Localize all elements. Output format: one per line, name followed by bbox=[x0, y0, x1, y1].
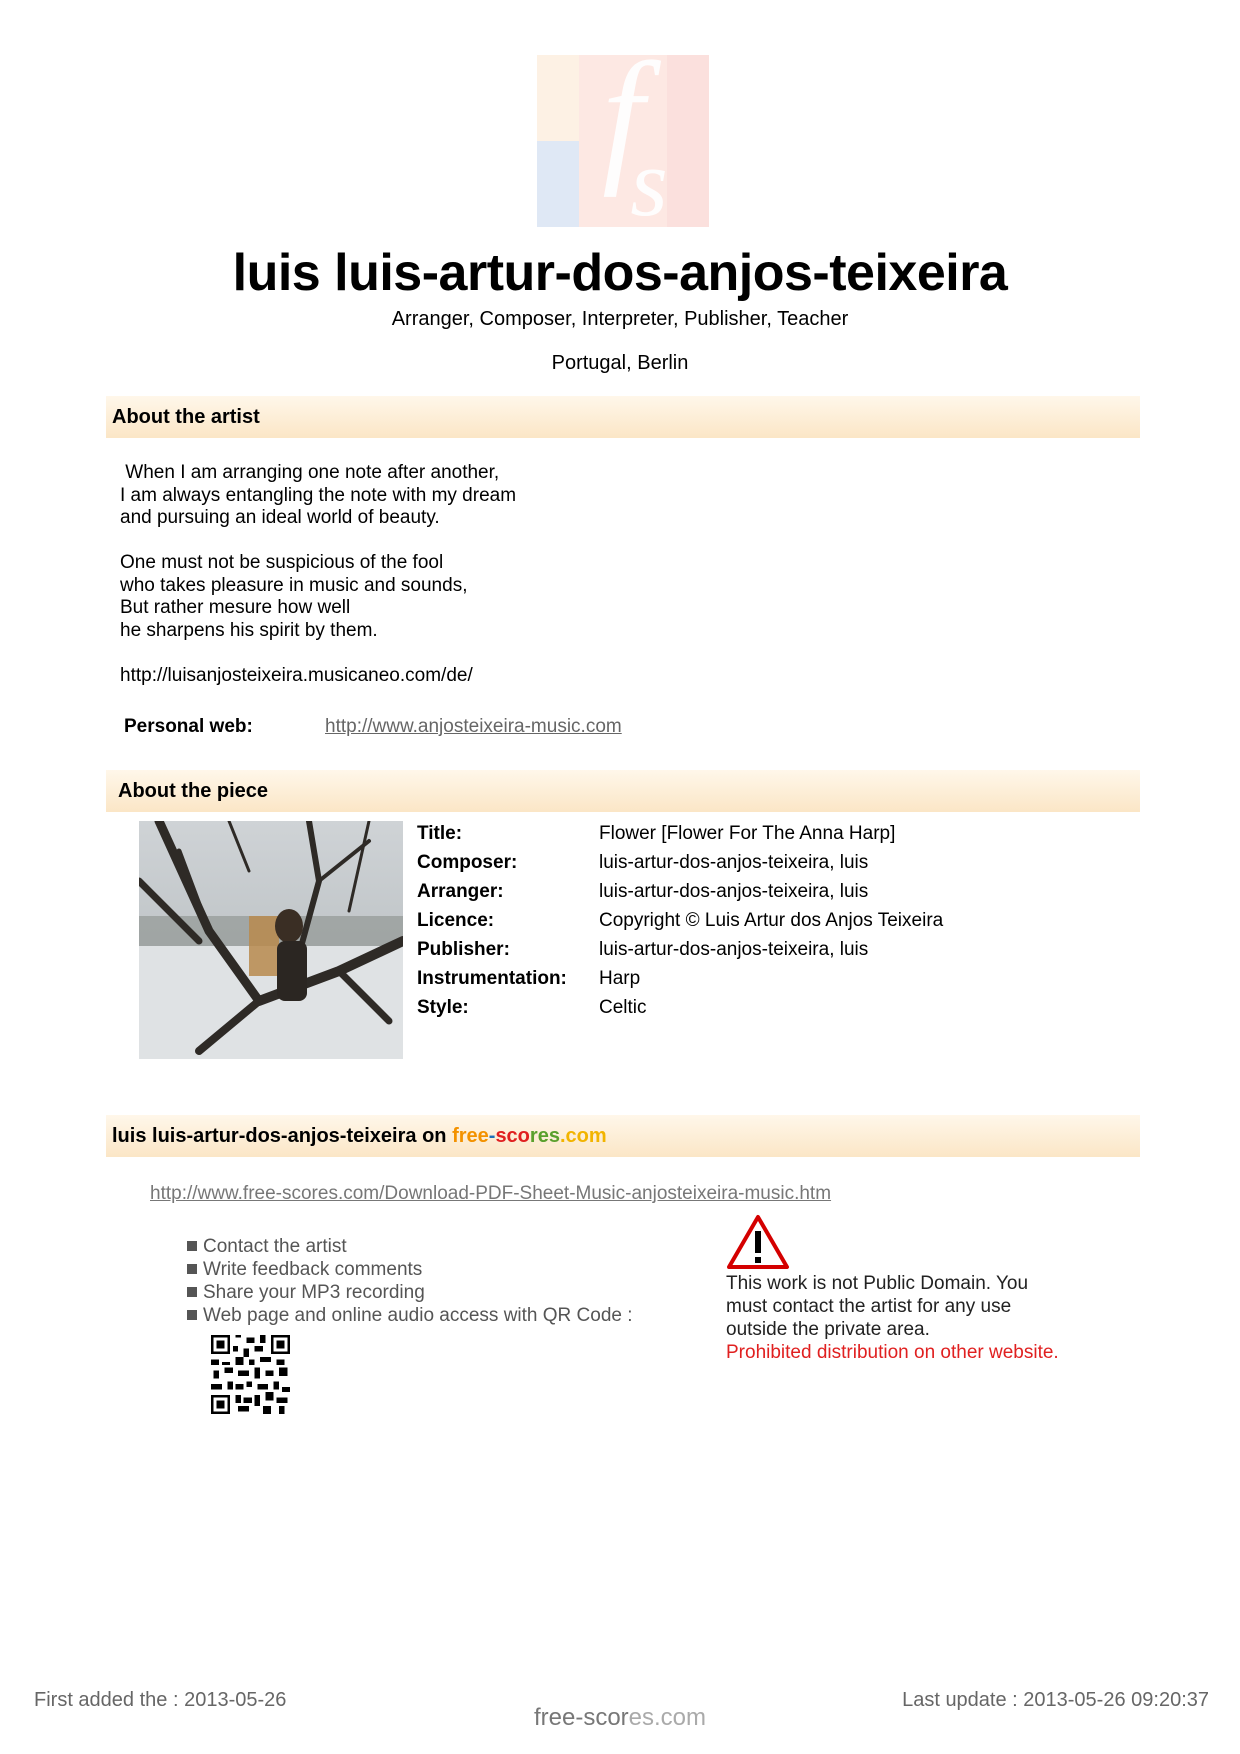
fs-logo bbox=[537, 55, 709, 227]
list-item[interactable] bbox=[187, 1281, 633, 1304]
footer-brand-dim: es.com bbox=[628, 1704, 707, 1731]
style-value: Celtic bbox=[599, 997, 647, 1018]
title-value: Flower [Flower For The Anna Harp] bbox=[599, 823, 896, 844]
footer-brand-main: free-scor bbox=[533, 1704, 629, 1731]
composer-value: luis-artur-dos-anjos-teixeira, luis bbox=[599, 852, 869, 873]
list-item[interactable] bbox=[187, 1258, 633, 1281]
arranger-value: luis-artur-dos-anjos-teixeira, luis bbox=[599, 881, 869, 902]
section-heading: luis luis-artur-dos-anjos-teixeira on bbox=[112, 1125, 453, 1147]
svg-text:f: f bbox=[602, 55, 644, 198]
qr-access-link[interactable]: Web page and online audio access with QR Code : bbox=[203, 1305, 633, 1326]
personal-web-label: Personal web: bbox=[124, 716, 253, 737]
square-bullet-icon bbox=[187, 1264, 197, 1274]
notice-line: outside the private area. bbox=[726, 1319, 930, 1340]
artist-name: luis luis-artur-dos-anjos-teixeira bbox=[232, 244, 1008, 302]
licence-value: Copyright © Luis Artur dos Anjos Teixeira bbox=[599, 910, 944, 931]
artist-roles: Arranger, Composer, Interpreter, Publisher, Teacher bbox=[391, 308, 849, 330]
instrumentation-label: Instrumentation: bbox=[417, 968, 567, 989]
arranger-label: Arranger: bbox=[417, 881, 504, 902]
first-added-date: First added the : 2013-05-26 bbox=[34, 1689, 287, 1711]
footer-brand-logo bbox=[0, 1704, 1240, 1732]
brand-dash: - bbox=[488, 1125, 496, 1147]
brand-free: free bbox=[452, 1125, 489, 1147]
licence-label: Licence: bbox=[417, 910, 495, 931]
notice-line: must contact the artist for any use bbox=[726, 1296, 1012, 1317]
list-item[interactable] bbox=[187, 1235, 633, 1258]
brand-sco: sco bbox=[495, 1125, 530, 1147]
square-bullet-icon bbox=[187, 1241, 197, 1251]
brand-res: res bbox=[529, 1125, 560, 1147]
personal-web-link[interactable]: http://www.anjosteixeira-music.com bbox=[325, 716, 622, 737]
title-label: Title: bbox=[417, 823, 463, 844]
square-bullet-icon bbox=[187, 1310, 197, 1320]
artist-location: Portugal, Berlin bbox=[551, 352, 689, 374]
publisher-label: Publisher: bbox=[417, 939, 510, 960]
prohibited-notice: Prohibited distribution on other website. bbox=[726, 1342, 1059, 1363]
composer-label: Composer: bbox=[417, 852, 518, 873]
artist-bio: When I am arranging one note after another, I am always entangling the note with my dream and pursuing an ideal world of beauty. One must not be suspicious of the fool who takes pleasure in music and sounds, But rather mesure how well he sharpens his spirit by them. http://luisanjosteixeira.musicaneo.com/de/ bbox=[120, 462, 517, 686]
free-scores-download-link[interactable]: http://www.free-scores.com/Download-PDF-Sheet-Music-anjosteixeira-music.htm bbox=[150, 1183, 832, 1204]
style-label: Style: bbox=[417, 997, 469, 1018]
publisher-value: luis-artur-dos-anjos-teixeira, luis bbox=[599, 939, 869, 960]
contact-artist-link[interactable]: Contact the artist bbox=[203, 1236, 347, 1257]
square-bullet-icon bbox=[187, 1287, 197, 1297]
piece-photo bbox=[139, 821, 403, 1059]
brand-com: .com bbox=[559, 1125, 607, 1147]
section-about-artist bbox=[106, 396, 1140, 438]
instrumentation-value: Harp bbox=[599, 968, 641, 989]
write-feedback-link[interactable]: Write feedback comments bbox=[203, 1259, 423, 1280]
action-list bbox=[187, 1235, 633, 1327]
section-heading: About the artist bbox=[112, 406, 260, 428]
last-update-date: Last update : 2013-05-26 09:20:37 bbox=[902, 1689, 1209, 1711]
copyright-notice bbox=[726, 1272, 1059, 1364]
notice-line: This work is not Public Domain. You bbox=[726, 1273, 1029, 1294]
section-about-piece bbox=[106, 770, 1140, 812]
svg-text:s: s bbox=[630, 129, 668, 227]
qr-code[interactable] bbox=[211, 1335, 290, 1414]
section-heading: About the piece bbox=[118, 780, 269, 802]
section-on-free-scores bbox=[106, 1115, 1140, 1157]
list-item[interactable] bbox=[187, 1304, 633, 1327]
share-mp3-link[interactable]: Share your MP3 recording bbox=[203, 1282, 425, 1303]
warning-triangle-icon bbox=[726, 1214, 790, 1270]
free-scores-brand bbox=[452, 1125, 607, 1147]
